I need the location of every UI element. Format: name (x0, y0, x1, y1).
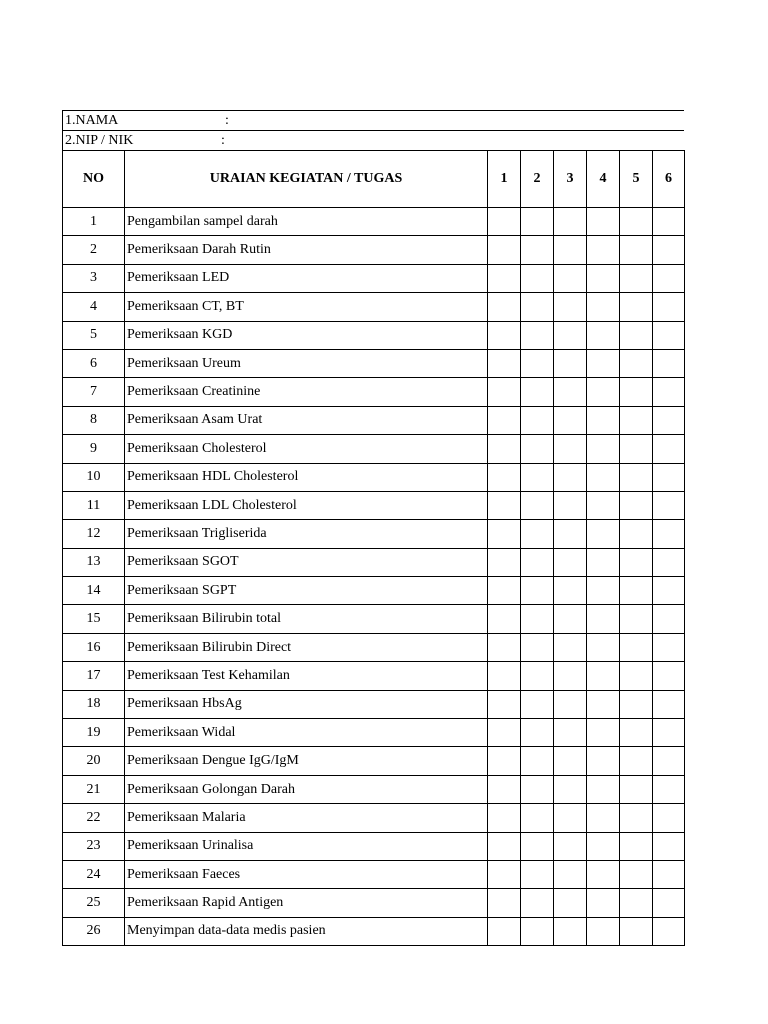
check-cell[interactable] (521, 719, 554, 747)
check-cell[interactable] (488, 832, 521, 860)
nama-row (62, 110, 684, 130)
row-number: 26 (63, 917, 125, 945)
row-number: 22 (63, 804, 125, 832)
row-number: 20 (63, 747, 125, 775)
task-description: Pemeriksaan HDL Cholesterol (125, 463, 488, 491)
check-cell[interactable] (587, 463, 620, 491)
check-cell[interactable] (653, 633, 685, 661)
check-cell[interactable] (521, 548, 554, 576)
task-description: Menyimpan data-data medis pasien (125, 917, 488, 945)
task-description: Pemeriksaan LDL Cholesterol (125, 491, 488, 519)
check-cell[interactable] (521, 236, 554, 264)
check-cell[interactable] (488, 349, 521, 377)
check-cell[interactable] (521, 264, 554, 292)
check-cell[interactable] (653, 662, 685, 690)
task-description: Pemeriksaan Urinalisa (125, 832, 488, 860)
check-cell[interactable] (620, 520, 653, 548)
check-cell[interactable] (587, 690, 620, 718)
check-cell[interactable] (521, 917, 554, 945)
table-row (63, 917, 685, 945)
row-number: 23 (63, 832, 125, 860)
row-number: 19 (63, 719, 125, 747)
check-cell[interactable] (554, 804, 587, 832)
table-row (63, 548, 685, 576)
header-col-3: 3 (554, 151, 587, 208)
check-cell[interactable] (653, 349, 685, 377)
check-cell[interactable] (488, 548, 521, 576)
check-cell[interactable] (620, 633, 653, 661)
check-cell[interactable] (554, 236, 587, 264)
check-cell[interactable] (488, 633, 521, 661)
check-cell[interactable] (587, 520, 620, 548)
row-number: 9 (63, 435, 125, 463)
check-cell[interactable] (587, 917, 620, 945)
check-cell[interactable] (488, 208, 521, 236)
check-cell[interactable] (587, 293, 620, 321)
check-cell[interactable] (620, 491, 653, 519)
row-number: 2 (63, 236, 125, 264)
nama-label: 1.NAMA (65, 113, 119, 128)
task-description: Pemeriksaan HbsAg (125, 690, 488, 718)
check-cell[interactable] (653, 293, 685, 321)
task-description: Pemeriksaan Rapid Antigen (125, 889, 488, 917)
check-cell[interactable] (488, 719, 521, 747)
table-row (63, 889, 685, 917)
task-description: Pemeriksaan Malaria (125, 804, 488, 832)
check-cell[interactable] (554, 208, 587, 236)
check-cell[interactable] (521, 889, 554, 917)
check-cell[interactable] (620, 719, 653, 747)
check-cell[interactable] (587, 633, 620, 661)
table-row (63, 264, 685, 292)
check-cell[interactable] (554, 662, 587, 690)
check-cell[interactable] (488, 889, 521, 917)
check-cell[interactable] (488, 917, 521, 945)
check-cell[interactable] (653, 917, 685, 945)
check-cell[interactable] (554, 690, 587, 718)
check-cell[interactable] (653, 747, 685, 775)
check-cell[interactable] (488, 321, 521, 349)
task-description: Pemeriksaan Widal (125, 719, 488, 747)
check-cell[interactable] (620, 605, 653, 633)
check-cell[interactable] (620, 208, 653, 236)
check-cell[interactable] (521, 378, 554, 406)
table-row (63, 349, 685, 377)
table-row (63, 520, 685, 548)
check-cell[interactable] (488, 491, 521, 519)
check-cell[interactable] (653, 889, 685, 917)
task-description: Pemeriksaan Bilirubin Direct (125, 633, 488, 661)
check-cell[interactable] (620, 832, 653, 860)
row-number: 15 (63, 605, 125, 633)
check-cell[interactable] (587, 406, 620, 434)
task-description: Pemeriksaan Trigliserida (125, 520, 488, 548)
nip-colon: : (221, 133, 225, 148)
check-cell[interactable] (554, 917, 587, 945)
row-number: 18 (63, 690, 125, 718)
check-cell[interactable] (620, 378, 653, 406)
check-cell[interactable] (554, 605, 587, 633)
row-number: 13 (63, 548, 125, 576)
table-header-row (63, 151, 685, 208)
check-cell[interactable] (554, 860, 587, 888)
check-cell[interactable] (488, 747, 521, 775)
check-cell[interactable] (521, 662, 554, 690)
check-cell[interactable] (554, 633, 587, 661)
check-cell[interactable] (653, 520, 685, 548)
row-number: 1 (63, 208, 125, 236)
table-row (63, 804, 685, 832)
check-cell[interactable] (653, 435, 685, 463)
table-row (63, 406, 685, 434)
table-row (63, 463, 685, 491)
check-cell[interactable] (653, 378, 685, 406)
header-col-2: 2 (521, 151, 554, 208)
row-number: 3 (63, 264, 125, 292)
table-row (63, 491, 685, 519)
table-row (63, 860, 685, 888)
check-cell[interactable] (488, 293, 521, 321)
check-cell[interactable] (488, 463, 521, 491)
row-number: 17 (63, 662, 125, 690)
check-cell[interactable] (620, 690, 653, 718)
task-description: Pemeriksaan Asam Urat (125, 406, 488, 434)
check-cell[interactable] (521, 860, 554, 888)
check-cell[interactable] (653, 860, 685, 888)
nama-colon: : (225, 113, 229, 128)
check-cell[interactable] (587, 889, 620, 917)
check-cell[interactable] (620, 293, 653, 321)
row-number: 5 (63, 321, 125, 349)
task-description: Pemeriksaan KGD (125, 321, 488, 349)
row-number: 8 (63, 406, 125, 434)
task-description: Pemeriksaan Test Kehamilan (125, 662, 488, 690)
check-cell[interactable] (521, 208, 554, 236)
check-cell[interactable] (620, 321, 653, 349)
check-cell[interactable] (587, 321, 620, 349)
check-cell[interactable] (554, 491, 587, 519)
check-cell[interactable] (521, 406, 554, 434)
check-cell[interactable] (488, 520, 521, 548)
check-cell[interactable] (488, 860, 521, 888)
check-cell[interactable] (620, 804, 653, 832)
check-cell[interactable] (587, 804, 620, 832)
check-cell[interactable] (620, 747, 653, 775)
check-cell[interactable] (587, 208, 620, 236)
check-cell[interactable] (554, 520, 587, 548)
check-cell[interactable] (554, 264, 587, 292)
check-cell[interactable] (620, 917, 653, 945)
check-cell[interactable] (554, 378, 587, 406)
check-cell[interactable] (620, 435, 653, 463)
table-row (63, 236, 685, 264)
check-cell[interactable] (554, 435, 587, 463)
check-cell[interactable] (653, 719, 685, 747)
table-row (63, 662, 685, 690)
check-cell[interactable] (521, 775, 554, 803)
check-cell[interactable] (488, 406, 521, 434)
row-number: 25 (63, 889, 125, 917)
task-description: Pemeriksaan Creatinine (125, 378, 488, 406)
task-description: Pemeriksaan SGPT (125, 577, 488, 605)
check-cell[interactable] (653, 605, 685, 633)
table-row (63, 577, 685, 605)
row-number: 21 (63, 775, 125, 803)
task-description: Pemeriksaan Dengue IgG/IgM (125, 747, 488, 775)
check-cell[interactable] (488, 378, 521, 406)
check-cell[interactable] (554, 719, 587, 747)
check-cell[interactable] (587, 577, 620, 605)
table-row (63, 775, 685, 803)
check-cell[interactable] (620, 577, 653, 605)
check-cell[interactable] (521, 349, 554, 377)
task-description: Pemeriksaan Darah Rutin (125, 236, 488, 264)
check-cell[interactable] (488, 775, 521, 803)
check-cell[interactable] (587, 775, 620, 803)
check-cell[interactable] (521, 633, 554, 661)
check-cell[interactable] (653, 236, 685, 264)
check-cell[interactable] (521, 690, 554, 718)
check-cell[interactable] (554, 463, 587, 491)
header-col-6: 6 (653, 151, 685, 208)
check-cell[interactable] (521, 832, 554, 860)
table-row (63, 690, 685, 718)
check-cell[interactable] (554, 548, 587, 576)
row-number: 14 (63, 577, 125, 605)
check-cell[interactable] (521, 491, 554, 519)
check-cell[interactable] (620, 548, 653, 576)
task-description: Pemeriksaan CT, BT (125, 293, 488, 321)
check-cell[interactable] (620, 236, 653, 264)
check-cell[interactable] (620, 463, 653, 491)
table-body (63, 208, 685, 946)
check-cell[interactable] (653, 491, 685, 519)
row-number: 4 (63, 293, 125, 321)
activity-table (62, 150, 685, 946)
table-row (63, 378, 685, 406)
check-cell[interactable] (620, 860, 653, 888)
check-cell[interactable] (554, 775, 587, 803)
check-cell[interactable] (587, 264, 620, 292)
row-number: 24 (63, 860, 125, 888)
check-cell[interactable] (653, 406, 685, 434)
table-row (63, 832, 685, 860)
check-cell[interactable] (587, 548, 620, 576)
check-cell[interactable] (653, 832, 685, 860)
table-row (63, 719, 685, 747)
check-cell[interactable] (554, 321, 587, 349)
header-col-4: 4 (587, 151, 620, 208)
check-cell[interactable] (521, 605, 554, 633)
check-cell[interactable] (521, 321, 554, 349)
check-cell[interactable] (653, 775, 685, 803)
check-cell[interactable] (554, 747, 587, 775)
check-cell[interactable] (488, 804, 521, 832)
check-cell[interactable] (587, 719, 620, 747)
check-cell[interactable] (521, 463, 554, 491)
check-cell[interactable] (587, 236, 620, 264)
check-cell[interactable] (521, 293, 554, 321)
header-col-1: 1 (488, 151, 521, 208)
task-description: Pemeriksaan Bilirubin total (125, 605, 488, 633)
check-cell[interactable] (521, 747, 554, 775)
table-row (63, 435, 685, 463)
check-cell[interactable] (488, 435, 521, 463)
check-cell[interactable] (620, 406, 653, 434)
table-row (63, 747, 685, 775)
check-cell[interactable] (587, 435, 620, 463)
check-cell[interactable] (587, 662, 620, 690)
activity-sheet (62, 110, 684, 946)
check-cell[interactable] (488, 605, 521, 633)
table-row (63, 321, 685, 349)
row-number: 7 (63, 378, 125, 406)
check-cell[interactable] (521, 520, 554, 548)
check-cell[interactable] (554, 349, 587, 377)
check-cell[interactable] (521, 435, 554, 463)
check-cell[interactable] (620, 264, 653, 292)
header-col-5: 5 (620, 151, 653, 208)
check-cell[interactable] (488, 662, 521, 690)
check-cell[interactable] (620, 775, 653, 803)
check-cell[interactable] (620, 889, 653, 917)
check-cell[interactable] (587, 747, 620, 775)
check-cell[interactable] (554, 889, 587, 917)
task-description: Pengambilan sampel darah (125, 208, 488, 236)
check-cell[interactable] (653, 690, 685, 718)
check-cell[interactable] (554, 406, 587, 434)
check-cell[interactable] (653, 321, 685, 349)
row-number: 10 (63, 463, 125, 491)
task-description: Pemeriksaan Cholesterol (125, 435, 488, 463)
check-cell[interactable] (521, 577, 554, 605)
check-cell[interactable] (620, 349, 653, 377)
table-row (63, 208, 685, 236)
nip-row (62, 130, 684, 150)
check-cell[interactable] (587, 605, 620, 633)
row-number: 16 (63, 633, 125, 661)
check-cell[interactable] (620, 662, 653, 690)
check-cell[interactable] (653, 804, 685, 832)
check-cell[interactable] (488, 690, 521, 718)
check-cell[interactable] (653, 463, 685, 491)
header-uraian: URAIAN KEGIATAN / TUGAS (125, 151, 488, 208)
task-description: Pemeriksaan Ureum (125, 349, 488, 377)
check-cell[interactable] (587, 349, 620, 377)
check-cell[interactable] (653, 577, 685, 605)
check-cell[interactable] (653, 548, 685, 576)
check-cell[interactable] (488, 236, 521, 264)
check-cell[interactable] (488, 577, 521, 605)
table-row (63, 293, 685, 321)
check-cell[interactable] (587, 832, 620, 860)
check-cell[interactable] (653, 264, 685, 292)
check-cell[interactable] (587, 378, 620, 406)
row-number: 12 (63, 520, 125, 548)
task-description: Pemeriksaan SGOT (125, 548, 488, 576)
check-cell[interactable] (554, 577, 587, 605)
check-cell[interactable] (521, 804, 554, 832)
check-cell[interactable] (587, 860, 620, 888)
check-cell[interactable] (554, 293, 587, 321)
table-row (63, 633, 685, 661)
check-cell[interactable] (587, 491, 620, 519)
row-number: 6 (63, 349, 125, 377)
table-row (63, 605, 685, 633)
task-description: Pemeriksaan Golongan Darah (125, 775, 488, 803)
check-cell[interactable] (653, 208, 685, 236)
nip-label: 2.NIP / NIK (65, 133, 134, 148)
check-cell[interactable] (488, 264, 521, 292)
task-description: Pemeriksaan LED (125, 264, 488, 292)
header-no: NO (63, 151, 125, 208)
task-description: Pemeriksaan Faeces (125, 860, 488, 888)
row-number: 11 (63, 491, 125, 519)
check-cell[interactable] (554, 832, 587, 860)
